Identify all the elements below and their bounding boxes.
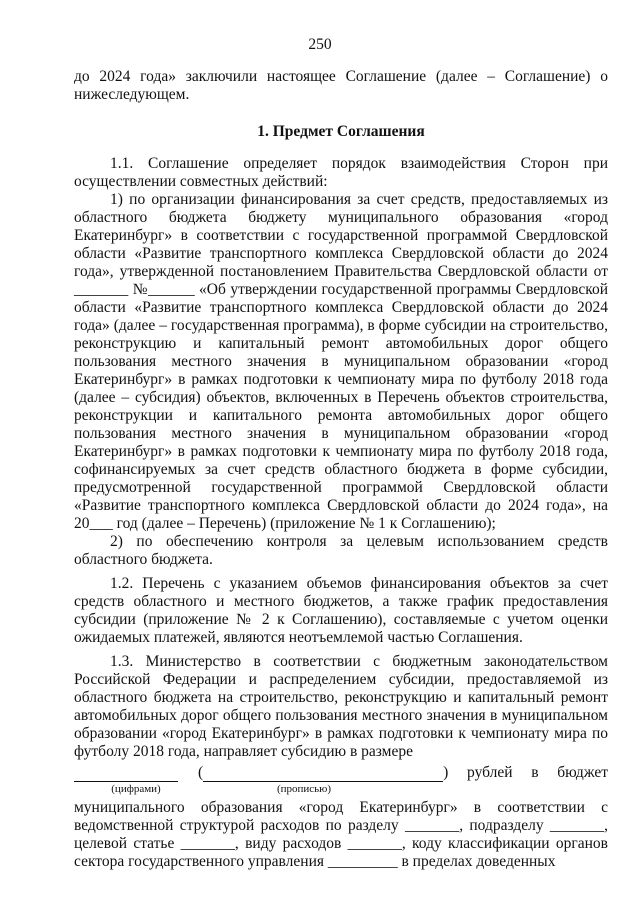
amount-words-blank (203, 767, 443, 782)
word-budget: бюджет (557, 764, 608, 781)
paragraph-1-1-item-1: 1) по организации финансирования за счет средств, предоставляемых из областного бюджета бюджету муниципального образования «город Екатеринбург» в соответствии с государственной программой Свердловской области «Развитие транспортного комплекса Свердловской области до 2024 года», утвержденной постановлением Правительства Свердловской области от _______ №______ «Об утверждении государственной программы Свердловской области «Развитие транспортного комплекса Свердловской области до 2024 года» (далее – государственная программа), в форме субсидии на строительство, реконструкцию и капитальный ремонт автомобильных дорог общего пользования местного значения в муниципальном образовании «город Екатеринбург» в рамках подготовки к чемпионату мира по футболу 2018 года (далее – субсидия) объектов, включенных в Перечень объектов строительства, реконструкции и капитального ремонта автомобильных дорог общего пользования местного значения в муниципальном образовании «город Екатеринбург» в рамках подготовки к чемпионату мира по футболу 2018 года, софинансируемых за счет средств областного бюджета в форме субсидии, предусмотренной государственной программой Свердловской области «Развитие транспортного комплекса Свердловской области до 2024 года», на 20___ год (далее – Перечень) (приложение № 1 к Соглашению); (74, 191, 608, 532)
section-heading: 1. Предмет Соглашения (257, 123, 425, 140)
paren-open: ( (198, 764, 204, 781)
paragraph-1-1-item-2: 2) по обеспечению контроля за целевым использованием средств областного бюджета. (74, 533, 608, 568)
fill-captions (74, 783, 608, 795)
amount-digits-blank (74, 767, 178, 782)
intro-paragraph: до 2024 года» заключили настоящее Соглашение (далее – Соглашение) о нижеследующем. (74, 68, 608, 103)
paragraph-1-3: 1.3. Министерство в соответствии с бюджетным законодательством Российской Федерации и распределением субсидии, предоставляемой из областного бюджета на строительство, реконструкцию и капитальный ремонт автомобильных дорог общего пользования местного значения в муниципальном образовании «город Екатеринбург» в рамках подготовки к чемпионату мира по футболу 2018 года, направляет субсидию в размере (74, 653, 608, 760)
paragraph-1-3-continuation: муниципального образования «город Екатеринбург» в соответствии с ведомственной структурой расходов по разделу _______, подразделу _______, целевой статье _______, виду расходов _______, коду классификации органов сектора государственного управления _________ в пределах доведенных (74, 799, 608, 870)
word-v: в (531, 764, 539, 781)
paragraph-1-1: 1.1. Соглашение определяет порядок взаимодействия Сторон при осуществлении совместных действий: (74, 155, 608, 190)
page-number: 250 (308, 36, 332, 53)
caption-words: (прописью) (276, 783, 332, 795)
word-rubles: рублей (467, 764, 513, 781)
paren-close: ) (443, 764, 449, 781)
amount-fill-line (74, 764, 608, 782)
caption-digits: (цифрами) (111, 783, 161, 795)
paragraph-1-2: 1.2. Перечень с указанием объемов финансирования объектов за счет средств областного и местного бюджетов, а также график предоставления субсидии (приложение № 2 к Соглашению), составляемые с учетом оценки ожидаемых платежей, являются неотъемлемой частью Соглашения. (74, 575, 608, 646)
document-body (74, 68, 608, 871)
